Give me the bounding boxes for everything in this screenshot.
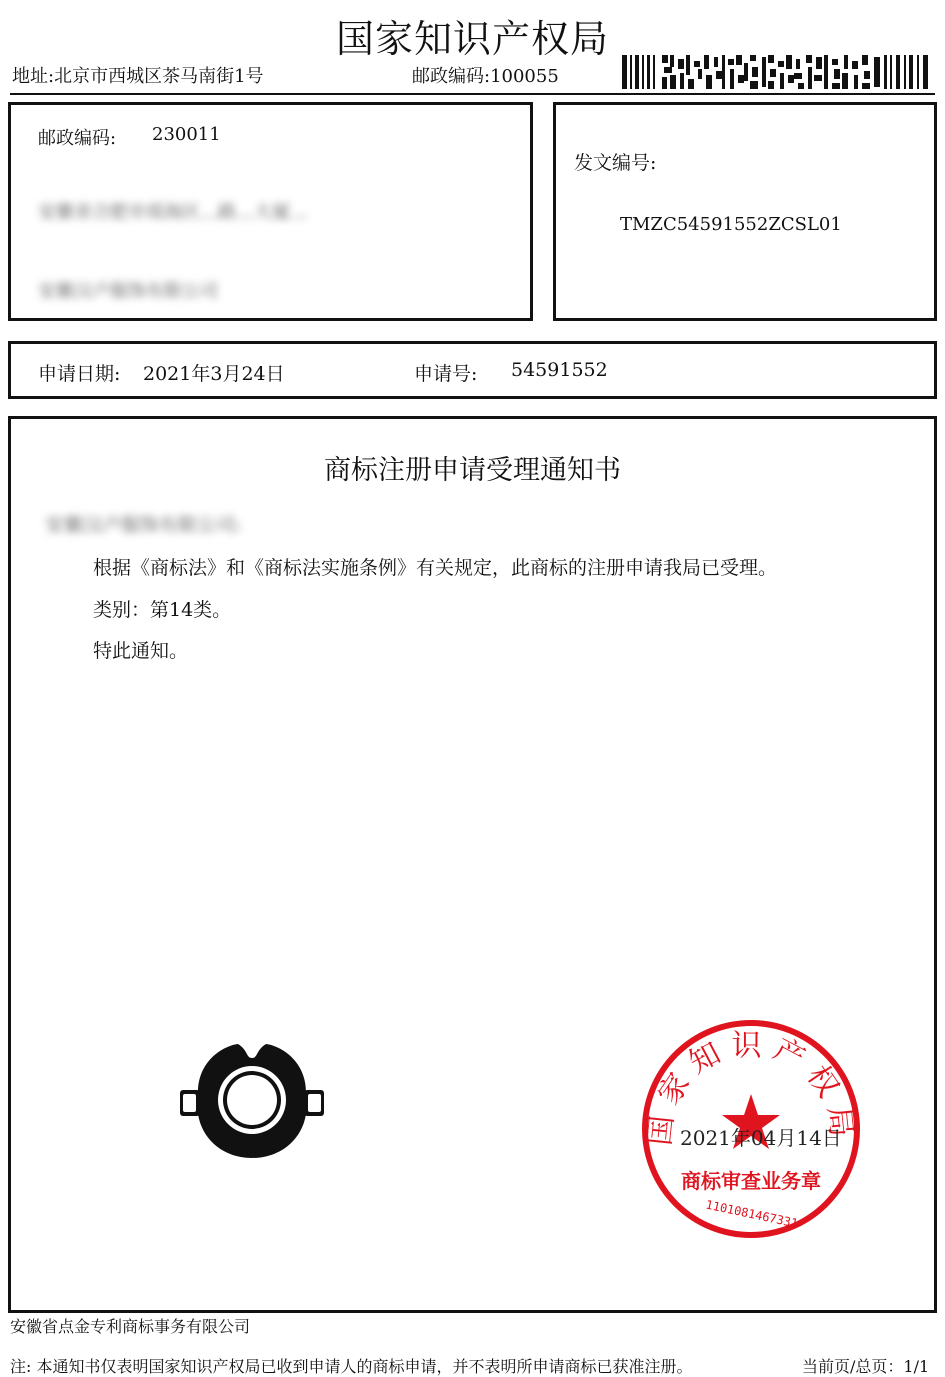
footer-note: 注: 本通知书仅表明国家知识产权局已收到申请人的商标申请，并不表明所申请商标已获准注册。 — [10, 1357, 693, 1376]
office-address: 地址:北京市西城区茶马南街1号 — [12, 66, 264, 87]
document-number-box — [553, 102, 937, 321]
notice-line-2: 类别：第14类。 — [93, 599, 232, 621]
notice-line-3: 特此通知。 — [93, 640, 189, 662]
page-indicator: 当前页/总页：1/1 — [802, 1357, 930, 1376]
application-date: 2021年3月24日 — [143, 363, 285, 385]
notice-addressee: 安徽汉卢服饰有限公司: — [45, 514, 242, 536]
seal-bottom-text: 商标审查业务章 — [681, 1169, 821, 1193]
recipient-address: 安徽省合肥市瑶海区…路…大厦… — [38, 202, 308, 223]
stamp-date: 2021年04月14日 — [680, 1126, 842, 1150]
document-number: TMZC54591552ZCSL01 — [620, 214, 842, 235]
recipient-postal-label: 邮政编码: — [38, 128, 117, 149]
recipient-postal-code: 230011 — [152, 124, 221, 145]
notice-title: 商标注册申请受理通知书 — [324, 455, 621, 486]
document-number-label: 发文编号: — [574, 152, 657, 174]
office-title: 国家知识产权局 — [335, 17, 609, 61]
header-rule — [10, 93, 935, 95]
application-number: 54591552 — [511, 359, 608, 381]
application-date-label: 申请日期: — [38, 363, 121, 385]
recipient-company: 安徽汉卢服饰有限公司 — [38, 281, 218, 302]
application-number-label: 申请号: — [414, 363, 478, 385]
notice-line-1: 根据《商标法》和《商标法实施条例》有关规定，此商标的注册申请我局已受理。 — [93, 557, 778, 579]
office-postal-code: 邮政编码:100055 — [412, 66, 559, 87]
agent-name: 安徽省点金专利商标事务有限公司 — [10, 1317, 251, 1336]
barcode — [622, 55, 932, 89]
trademark-logo-icon — [178, 1040, 326, 1160]
seal-code: 1101081467331 — [704, 1197, 800, 1231]
seal-arc-text: 国家知识产权局 — [642, 1028, 860, 1148]
